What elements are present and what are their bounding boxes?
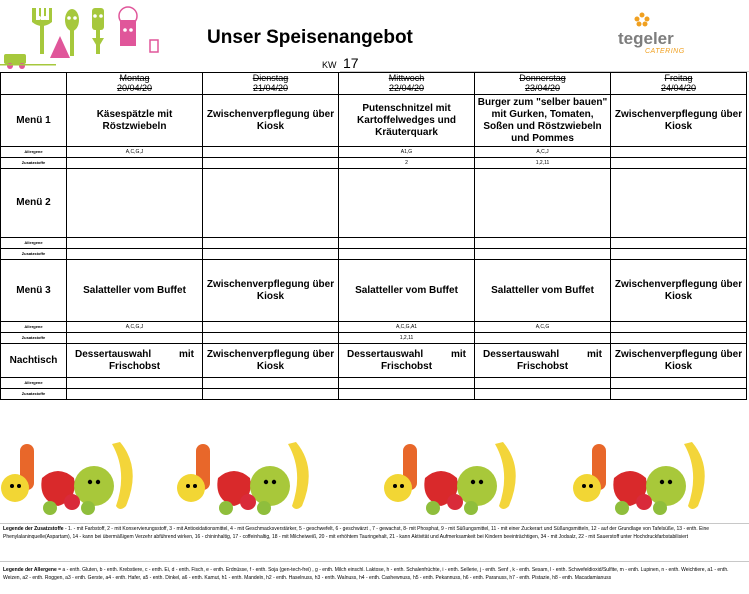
additive-cell	[611, 158, 747, 169]
additive-row	[1, 158, 747, 169]
allergen-cell	[611, 238, 747, 249]
allergen-row	[1, 378, 747, 389]
additive-cell	[475, 249, 611, 260]
additive-cell: 1,2,11	[339, 333, 475, 344]
dish-cell: Käsespätzle mit Röstzwiebeln	[67, 95, 203, 147]
allergen-cell	[203, 322, 339, 333]
allergen-label: Allergene	[1, 238, 67, 249]
menu-label: Menü 3	[1, 260, 67, 322]
dish-cell: Burger zum "selber bauen" mit Gurken, Tomaten, Soßen und Röstzwiebeln und Pommes	[475, 95, 611, 147]
additive-row	[1, 249, 747, 260]
dish-cell: Salatteller vom Buffet	[67, 260, 203, 322]
additive-label: Zusatzstoffe	[1, 389, 67, 400]
allergen-cell: A,C,G,J	[67, 147, 203, 158]
additive-cell	[203, 333, 339, 344]
legend-title: Legende der Allergene	[3, 567, 57, 573]
allergen-cell	[67, 238, 203, 249]
day-header: Montag 20/04/20	[67, 73, 203, 95]
allergen-cell: A1,G	[339, 147, 475, 158]
corner-cell	[1, 73, 67, 95]
additive-cell	[203, 249, 339, 260]
week-number: 17	[343, 55, 359, 71]
dish-cell	[475, 169, 611, 238]
allergen-row	[1, 147, 747, 158]
additive-cell	[475, 333, 611, 344]
additive-cell	[611, 333, 747, 344]
dish-cell	[67, 169, 203, 238]
additive-cell	[67, 249, 203, 260]
menu-row	[1, 344, 747, 378]
dish-cell: Zwischenverpflegung über Kiosk	[203, 344, 339, 378]
day-header: Mittwoch 22/04/20	[339, 73, 475, 95]
allergen-cell	[611, 147, 747, 158]
dish-cell: Dessertauswahl mit Frischobst	[67, 344, 203, 378]
allergen-cell: A,C,G,A1	[339, 322, 475, 333]
allergen-cell: A,C,J	[475, 147, 611, 158]
dish-cell: Putenschnitzel mit Kartoffelwedges und Kräuterquark	[339, 95, 475, 147]
dish-cell: Salatteller vom Buffet	[339, 260, 475, 322]
vegetable-characters-image	[176, 436, 341, 522]
allergen-cell	[339, 238, 475, 249]
additive-cell	[339, 389, 475, 400]
dish-cell: Salatteller vom Buffet	[475, 260, 611, 322]
allergen-row	[1, 238, 747, 249]
dish-cell	[611, 169, 747, 238]
additive-cell	[67, 158, 203, 169]
allergen-cell	[611, 322, 747, 333]
additives-legend: Legende der Zusatzstoffe - 1. - mit Farbstoff, 2 - mit Konservierungsstoff, 3 - mit Antioxidationsmittel, 4 - mit Geschmacksverstärker, 5 - geschwefelt, 6 - geschwärzt , 7 - gewachst, 8- mit Phosphat, 9 - mit Süßungsmittel, 11 - mit einer Zuckerart und Süßungsmitteln, 12 - auf der Grundlage von Tafelsüße, 13 - enth. Eine Phenylalaninquelle(Aspartam), 14 - kann bei übermäßigem Verzehr abführend wirken, 16 - chininhaltig, 17 - coffeinhaltig, 18 - mit Milcheiweiß, 20 - mit erhöhtem Tauringehalt, 21 - kann Aktivität und Aufmerksamkeit bei Kindern beeinträchtigen, 34 - mit Jodsalz, 22 - mit Sauerstoff unter Hochdruckfarbstabilisiert	[3, 526, 710, 540]
legend-title: Legende der Zusatzstoffe	[3, 526, 64, 532]
page-title: Unser Speisenangebot	[207, 27, 413, 48]
dish-cell: Zwischenverpflegung über Kiosk	[611, 344, 747, 378]
day-header-row	[1, 73, 747, 95]
allergen-cell: A,C,G	[475, 322, 611, 333]
dish-cell: Zwischenverpflegung über Kiosk	[203, 260, 339, 322]
divider	[0, 523, 749, 524]
week-label: KW	[322, 60, 337, 70]
legend-text: a - enth. Gluten, b - enth. Krebstiere, c - enth. Ei, d - enth. Fisch, e - enth. Erdnüsse, f - enth. Soja (gen-tech-frei) , g - enth. Milch einschl. Laktose, h - enth. Schalenfrüchte, i - enth. Sellerie, j - enth. Senf , k - enth. Sesam, l - enth. Schwefeldioxid/Sulfite, m - enth. Lupinen, n - enth. Weichtiere, a1 - enth. Weizen, a2 - enth. Roggen, a3 - enth. Gerste, a4 - enth. Hafer, a5 - enth. Dinkel, a6 - enth. Kamut, h1 - enth. Mandeln, h2 - enth. Haselnuss, h3 - enth. Walnuss, h4 - enth. Cashewnuss, h5 - enth. Pekannuss, h6 - enth. Paranuss, h7 - enth. Pistazie, h8 - enth. Macadamianuss	[3, 567, 729, 581]
additive-label: Zusatzstoffe	[1, 249, 67, 260]
allergen-cell	[339, 378, 475, 389]
dish-cell: Zwischenverpflegung über Kiosk	[611, 260, 747, 322]
allergen-cell	[203, 378, 339, 389]
menu-label: Menü 2	[1, 169, 67, 238]
legend-text: 1. - mit Farbstoff, 2 - mit Konservierungsstoff, 3 - mit Antioxidationsmittel, 4 - mit Geschmacksverstärker, 5 - geschwefelt, 6 - geschwärzt , 7 - gewachst, 8- mit Phosphat, 9 - mit Süßungsmittel, 11 - mit einer Zuckerart und Süßungsmitteln, 12 - auf der Grundlage von Tafelsüße, 13 - enth. Eine Phenylalaninquelle(Aspartam), 14 - kann bei übermäßigem Verzehr abführend wirken, 16 - chininhaltig, 17 - coffeinhaltig, 18 - mit Milcheiweiß, 20 - mit erhöhtem Tauringehalt, 21 - kann Aktivität und Aufmerksamkeit bei Kindern beeinträchtigen, 34 - mit Jodsalz, 22 - mit Sauerstoff unter Hochdruckfarbstabilisiert	[3, 526, 710, 540]
additive-cell	[339, 249, 475, 260]
menu-row	[1, 260, 747, 322]
day-header: Donnerstag 23/04/20	[475, 73, 611, 95]
allergen-row	[1, 322, 747, 333]
page-header	[0, 0, 749, 72]
additive-row	[1, 389, 747, 400]
vegetable-illustration-strip	[0, 436, 749, 522]
vegetable-characters-image	[383, 436, 548, 522]
allergen-cell	[475, 378, 611, 389]
day-header: Dienstag 21/04/20	[203, 73, 339, 95]
additive-cell	[203, 158, 339, 169]
menu-label: Nachtisch	[1, 344, 67, 378]
day-header: Freitag 24/04/20	[611, 73, 747, 95]
flower-icon	[633, 12, 651, 28]
vegetable-characters-image	[572, 436, 737, 522]
allergens-legend: Legende der Allergene = a - enth. Gluten, b - enth. Krebstiere, c - enth. Ei, d - enth. Fisch, e - enth. Erdnüsse, f - enth. Soja (gen-tech-frei) , g - enth. Milch einschl. Laktose, h - enth. Schalenfrüchte, i - enth. Sellerie, j - enth. Senf , k - enth. Sesam, l - enth. Schwefeldioxid/Sulfite, m - enth. Lupinen, n - enth. Weichtiere, a1 - enth. Weizen, a2 - enth. Roggen, a3 - enth. Gerste, a4 - enth. Hafer, a5 - enth. Dinkel, a6 - enth. Kamut, h1 - enth. Mandeln, h2 - enth. Haselnuss, h3 - enth. Walnuss, h4 - enth. Cashewnuss, h5 - enth. Pekannuss, h6 - enth. Paranuss, h7 - enth. Pistazie, h8 - enth. Macadamianuss	[3, 567, 729, 581]
additive-cell: 2	[339, 158, 475, 169]
menu-row	[1, 169, 747, 238]
additive-cell	[67, 333, 203, 344]
tegeler-catering-logo	[618, 12, 698, 56]
dish-cell: Zwischenverpflegung über Kiosk	[611, 95, 747, 147]
additive-cell	[611, 389, 747, 400]
menu-table	[0, 72, 747, 400]
dish-cell: Zwischenverpflegung über Kiosk	[203, 95, 339, 147]
divider	[0, 561, 749, 562]
dish-cell	[203, 169, 339, 238]
allergen-cell	[611, 378, 747, 389]
dish-cell: Dessertauswahl mit Frischobst	[475, 344, 611, 378]
additive-cell	[67, 389, 203, 400]
dish-cell	[339, 169, 475, 238]
additive-cell	[611, 249, 747, 260]
allergen-cell	[475, 238, 611, 249]
additive-cell	[203, 389, 339, 400]
vegetable-characters-image	[0, 436, 165, 522]
additive-row	[1, 333, 747, 344]
allergen-label: Allergene	[1, 147, 67, 158]
allergen-label: Allergene	[1, 322, 67, 333]
allergen-label: Allergene	[1, 378, 67, 389]
allergen-cell	[203, 238, 339, 249]
additive-label: Zusatzstoffe	[1, 333, 67, 344]
dish-cell: Dessertauswahl mit Frischobst	[339, 344, 475, 378]
brand-name: tegeler	[618, 29, 674, 48]
additive-cell: 1,2,11	[475, 158, 611, 169]
allergen-cell	[67, 378, 203, 389]
additive-cell	[475, 389, 611, 400]
allergen-cell	[203, 147, 339, 158]
allergen-cell: A,C,G,J	[67, 322, 203, 333]
brand-subtitle: CATERING	[645, 48, 685, 55]
additive-label: Zusatzstoffe	[1, 158, 67, 169]
menu-label: Menü 1	[1, 95, 67, 147]
cutlery-mascot-logo	[0, 2, 170, 70]
menu-row	[1, 95, 747, 147]
